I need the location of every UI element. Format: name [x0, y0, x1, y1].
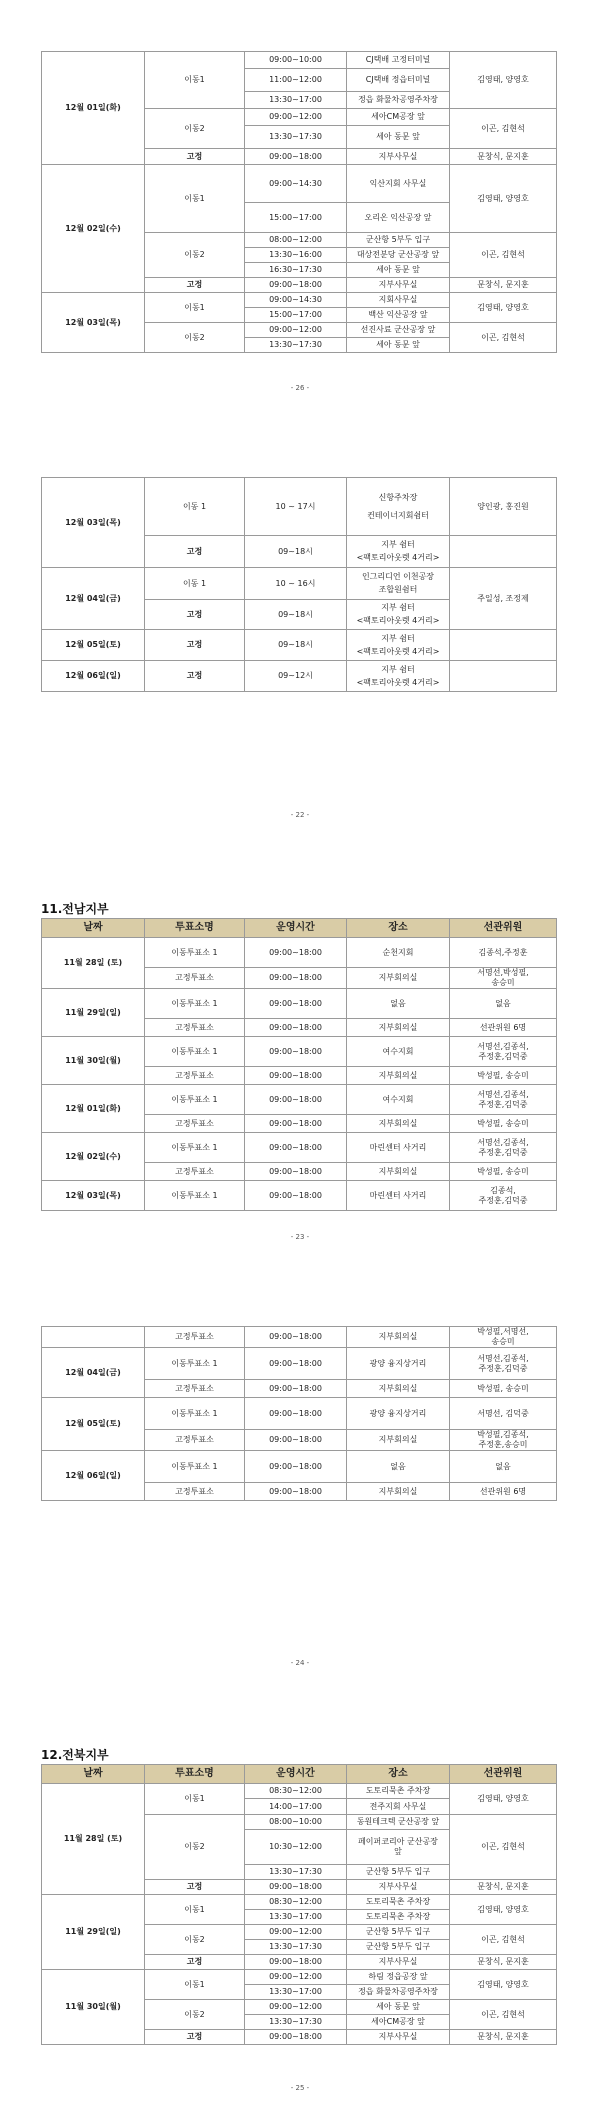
station-cell: 이동1	[145, 1970, 245, 2000]
place-cell: 여수지회	[347, 1085, 450, 1115]
place-cell: 도토리묵촌 주차장	[347, 1784, 450, 1799]
section-title-jeonnam: 11.전남지부	[41, 902, 109, 916]
place-cell: 여수지회	[347, 1037, 450, 1067]
schedule-table-jeonbuk-dec	[41, 51, 556, 353]
place-cell: 세아 동문 앞	[347, 338, 450, 353]
station-cell: 고정투표소	[145, 1380, 245, 1398]
place-cell: 세아CM공장 앞	[347, 109, 450, 126]
date-cell: 12월 03일(목)	[42, 1181, 145, 1211]
station-cell: 이동 1	[145, 568, 245, 600]
time-cell: 09:00~18:00	[245, 989, 347, 1019]
time-cell: 09:00~18:00	[245, 1430, 347, 1451]
station-cell: 고정투표소	[145, 1483, 245, 1501]
page-number: - 22 -	[290, 811, 310, 819]
place-cell: 순천지회	[347, 938, 450, 968]
schedule-table-dec-late	[41, 477, 556, 692]
header-time: 운영시간	[245, 1765, 347, 1784]
time-cell: 13:30~17:30	[245, 126, 347, 149]
place-line: 조합원쉼터	[378, 585, 418, 594]
place-cell	[347, 630, 450, 661]
place-line: <팩토리아웃렛 4거리>	[356, 616, 440, 625]
table-row	[42, 1327, 557, 1348]
place-cell: 군산항 5부두 입구	[347, 1925, 450, 1940]
table-row	[42, 989, 557, 1019]
header-place: 장소	[347, 1765, 450, 1784]
place-cell: 전주지회 사무실	[347, 1799, 450, 1815]
date-cell: 11월 28일 (토)	[42, 938, 145, 989]
time-cell: 09:00~18:00	[245, 1067, 347, 1085]
place-line: 지부 쉼터	[381, 540, 415, 549]
staff-cell: 서명선,김종석, 주정훈,김덕중	[450, 1037, 557, 1067]
place-cell: 광양 융지상거리	[347, 1348, 450, 1380]
place-cell: 마린센터 사거리	[347, 1133, 450, 1163]
schedule-table-jeonbuk-nov	[41, 1764, 556, 2045]
place-line: 신항주차장	[378, 492, 418, 502]
staff-cell: 문창식, 문지훈	[450, 278, 557, 293]
date-cell: 12월 03일(목)	[42, 478, 145, 568]
time-cell: 09:00~18:00	[245, 278, 347, 293]
place-line: <팩토리아웃렛 4거리>	[356, 553, 440, 562]
time-cell: 09:00~14:30	[245, 165, 347, 203]
station-cell: 고정	[145, 278, 245, 293]
station-cell: 이동 1	[145, 478, 245, 536]
staff-cell: 없음	[450, 1451, 557, 1483]
staff-cell: 김종석, 주정훈,김덕중	[450, 1181, 557, 1211]
place-cell: 정읍 화물차공영주차장	[347, 92, 450, 109]
header-place: 장소	[347, 919, 450, 938]
header-staff: 선관위원	[450, 1765, 557, 1784]
date-cell: 11월 29일(일)	[42, 1895, 145, 1970]
staff-cell: 주일성, 조정제	[450, 568, 557, 630]
staff-cell: 문창식, 문지훈	[450, 2030, 557, 2045]
time-cell: 15:00~17:00	[245, 308, 347, 323]
place-cell: 지부회의실	[347, 1380, 450, 1398]
station-cell: 이동2	[145, 1815, 245, 1880]
time-cell: 09:00~18:00	[245, 1451, 347, 1483]
date-cell: 12월 03일(목)	[42, 293, 145, 353]
time-cell: 09:00~18:00	[245, 1327, 347, 1348]
table-row	[42, 1348, 557, 1380]
place-cell: 지부회의실	[347, 1163, 450, 1181]
table-row	[42, 1398, 557, 1430]
time-cell: 09:00~14:30	[245, 293, 347, 308]
time-cell: 08:30~12:00	[245, 1895, 347, 1910]
time-cell: 09:00~18:00	[245, 1880, 347, 1895]
header-time: 운영시간	[245, 919, 347, 938]
date-cell: 12월 01일(화)	[42, 1085, 145, 1133]
place-cell: CJ택배 정읍터미널	[347, 69, 450, 92]
place-cell: 오리온 익산공장 앞	[347, 203, 450, 233]
time-cell: 09:00~18:00	[245, 1133, 347, 1163]
place-cell	[347, 478, 450, 536]
time-cell: 09:00~18:00	[245, 1348, 347, 1380]
station-cell: 고정투표소	[145, 1019, 245, 1037]
staff-cell: 박성필,김종석, 주정훈,송승미	[450, 1430, 557, 1451]
place-cell: 도토리묵촌 주차장	[347, 1895, 450, 1910]
place-cell: 세아CM공장 앞	[347, 2015, 450, 2030]
time-cell: 09:00~18:00	[245, 1181, 347, 1211]
staff-cell: 김영태, 양영호	[450, 293, 557, 323]
header-date: 날짜	[42, 919, 145, 938]
place-cell: 페이퍼코리아 군산공장 앞	[347, 1830, 450, 1865]
station-cell: 고정투표소	[145, 968, 245, 989]
time-cell: 09:00~12:00	[245, 1970, 347, 1985]
place-cell: 지부사무실	[347, 2030, 450, 2045]
time-cell: 13:30~17:00	[245, 92, 347, 109]
table-row	[42, 938, 557, 968]
date-cell: 12월 04일(금)	[42, 568, 145, 630]
place-cell: 동원테크텍 군산공장 앞	[347, 1815, 450, 1830]
station-cell: 이동1	[145, 1895, 245, 1925]
place-cell: 지회사무실	[347, 293, 450, 308]
header-staff: 선관위원	[450, 919, 557, 938]
date-cell: 12월 05일(토)	[42, 1398, 145, 1451]
time-cell: 09~18시	[245, 600, 347, 630]
time-cell: 09:00~18:00	[245, 1380, 347, 1398]
station-cell: 고정	[145, 661, 245, 692]
time-cell: 09:00~18:00	[245, 1163, 347, 1181]
place-cell	[347, 661, 450, 692]
place-cell: 익산지회 사무실	[347, 165, 450, 203]
time-cell: 13:30~17:30	[245, 2015, 347, 2030]
time-cell: 09:00~18:00	[245, 1019, 347, 1037]
place-cell: 지부회의실	[347, 1327, 450, 1348]
table-row	[42, 1133, 557, 1163]
place-cell: 군산항 5부두 입구	[347, 1940, 450, 1955]
place-line: 지부 쉼터	[381, 664, 415, 674]
time-cell: 09:00~12:00	[245, 1925, 347, 1940]
station-cell: 고정	[145, 2030, 245, 2045]
staff-cell: 선관위원 6명	[450, 1019, 557, 1037]
date-cell: 12월 02일(수)	[42, 1133, 145, 1181]
station-cell: 이동투표소 1	[145, 1398, 245, 1430]
staff-cell: 서명선,김종석, 주정훈,김덕중	[450, 1133, 557, 1163]
place-cell: 지부회의실	[347, 1430, 450, 1451]
time-cell: 10 ~ 16시	[245, 568, 347, 600]
date-cell	[42, 1327, 145, 1348]
time-cell: 08:00~12:00	[245, 233, 347, 248]
time-cell: 10 ~ 17시	[245, 478, 347, 536]
staff-cell: 김영태, 양영호	[450, 1970, 557, 2000]
place-cell: 지부사무실	[347, 1955, 450, 1970]
station-cell: 고정투표소	[145, 1115, 245, 1133]
place-cell: 지부회의실	[347, 1067, 450, 1085]
time-cell: 11:00~12:00	[245, 69, 347, 92]
time-cell: 13:30~17:30	[245, 338, 347, 353]
place-line: 컨테이너지회쉼터	[367, 510, 429, 520]
staff-cell: 박성필, 송승미	[450, 1163, 557, 1181]
place-cell: 마린센터 사거리	[347, 1181, 450, 1211]
time-cell: 09:00~18:00	[245, 2030, 347, 2045]
date-cell: 12월 06일(일)	[42, 661, 145, 692]
staff-cell: 서명선, 김덕중	[450, 1398, 557, 1430]
place-cell: 세아 동문 앞	[347, 263, 450, 278]
staff-cell: 없음	[450, 989, 557, 1019]
time-cell: 13:30~17:00	[245, 1985, 347, 2000]
table-row	[42, 1181, 557, 1211]
time-cell: 09:00~10:00	[245, 52, 347, 69]
place-cell: 군산항 5부두 입구	[347, 233, 450, 248]
date-cell: 11월 30일(월)	[42, 1037, 145, 1085]
staff-cell: 문창식, 문지훈	[450, 1880, 557, 1895]
date-cell: 12월 04일(금)	[42, 1348, 145, 1398]
date-cell: 11월 29일(일)	[42, 989, 145, 1037]
time-cell: 09:00~18:00	[245, 1037, 347, 1067]
staff-cell: 문창식, 문지훈	[450, 149, 557, 165]
staff-cell: 서명선,김종석, 주정훈,김덕중	[450, 1348, 557, 1380]
staff-cell: 김영태, 양영호	[450, 52, 557, 109]
station-cell: 이동투표소 1	[145, 1348, 245, 1380]
place-cell	[347, 568, 450, 600]
station-cell: 고정투표소	[145, 1067, 245, 1085]
station-cell: 고정	[145, 1955, 245, 1970]
place-line: <팩토리아웃렛 4거리>	[356, 677, 440, 687]
station-cell: 이동1	[145, 165, 245, 233]
time-cell: 09:00~18:00	[245, 1483, 347, 1501]
place-cell: 광양 융지상거리	[347, 1398, 450, 1430]
time-cell: 14:00~17:00	[245, 1799, 347, 1815]
place-cell: 정읍 화물차공영주차장	[347, 1985, 450, 2000]
station-cell: 이동투표소 1	[145, 1037, 245, 1067]
station-cell: 이동투표소 1	[145, 1451, 245, 1483]
date-cell: 11월 30일(월)	[42, 1970, 145, 2045]
page-number: - 24 -	[290, 1659, 310, 1667]
staff-cell: 박성필, 송승미	[450, 1380, 557, 1398]
date-cell: 11월 28일 (토)	[42, 1784, 145, 1895]
place-line: 지부 쉼터	[381, 633, 415, 643]
place-cell: 지부회의실	[347, 1483, 450, 1501]
time-cell: 13:30~17:30	[245, 1865, 347, 1880]
place-cell: 백산 익산공장 앞	[347, 308, 450, 323]
time-cell: 13:30~16:00	[245, 248, 347, 263]
time-cell: 09:00~18:00	[245, 938, 347, 968]
time-cell: 10:30~12:00	[245, 1830, 347, 1865]
station-cell: 고정	[145, 600, 245, 630]
place-cell: 하림 정읍공장 앞	[347, 1970, 450, 1985]
station-cell: 이동1	[145, 52, 245, 109]
staff-cell: 박성필, 송승미	[450, 1067, 557, 1085]
staff-cell	[450, 630, 557, 661]
station-cell: 이동2	[145, 2000, 245, 2030]
staff-cell: 김영태, 양영호	[450, 1895, 557, 1925]
staff-cell: 이곤, 김현석	[450, 109, 557, 149]
staff-cell: 서명선,박성필, 송승미	[450, 968, 557, 989]
station-cell: 이동1	[145, 293, 245, 323]
time-cell: 09~18시	[245, 536, 347, 568]
time-cell: 09:00~18:00	[245, 149, 347, 165]
time-cell: 09:00~12:00	[245, 2000, 347, 2015]
station-cell: 고정	[145, 630, 245, 661]
station-cell: 이동2	[145, 109, 245, 149]
place-cell	[347, 536, 450, 568]
place-cell: 지부사무실	[347, 149, 450, 165]
place-cell: 지부사무실	[347, 278, 450, 293]
station-cell: 이동2	[145, 1925, 245, 1955]
staff-cell: 박성필,서명선, 송승미	[450, 1327, 557, 1348]
place-cell: 대상전분당 군산공장 앞	[347, 248, 450, 263]
staff-cell: 이곤, 김현석	[450, 1815, 557, 1880]
time-cell: 13:30~17:00	[245, 1910, 347, 1925]
header-date: 날짜	[42, 1765, 145, 1784]
page-number: - 26 -	[290, 384, 310, 392]
place-cell: 없음	[347, 989, 450, 1019]
station-cell: 이동투표소 1	[145, 1085, 245, 1115]
time-cell: 09~18시	[245, 630, 347, 661]
staff-cell: 이곤, 김현석	[450, 1925, 557, 1955]
station-cell: 이동투표소 1	[145, 1181, 245, 1211]
time-cell: 09:00~18:00	[245, 1955, 347, 1970]
table-row	[42, 1451, 557, 1483]
staff-cell	[450, 536, 557, 568]
date-cell: 12월 06일(일)	[42, 1451, 145, 1501]
place-line: 지부 쉼터	[381, 603, 415, 612]
time-cell: 09:00~12:00	[245, 323, 347, 338]
schedule-table-jeonnam-cont	[41, 1326, 556, 1501]
staff-cell: 이곤, 김현석	[450, 233, 557, 278]
header-station: 투표소명	[145, 1765, 245, 1784]
station-cell: 고정	[145, 1880, 245, 1895]
section-title-jeonbuk: 12.전북지부	[41, 1748, 109, 1762]
time-cell: 15:00~17:00	[245, 203, 347, 233]
place-cell: 세아 동문 앞	[347, 126, 450, 149]
page-number: - 23 -	[290, 1233, 310, 1241]
time-cell: 09~12시	[245, 661, 347, 692]
staff-cell: 박성필, 송승미	[450, 1115, 557, 1133]
station-cell: 고정투표소	[145, 1430, 245, 1451]
table-row	[42, 1037, 557, 1067]
table-row	[42, 1085, 557, 1115]
place-line: <팩토리아웃렛 4거리>	[356, 646, 440, 656]
schedule-table-jeonnam	[41, 918, 556, 1211]
station-cell: 이동2	[145, 323, 245, 353]
place-cell: 지부회의실	[347, 1115, 450, 1133]
station-cell: 고정	[145, 149, 245, 165]
station-cell: 이동투표소 1	[145, 938, 245, 968]
station-cell: 이동투표소 1	[145, 989, 245, 1019]
staff-cell: 선관위원 6명	[450, 1483, 557, 1501]
station-cell: 고정	[145, 536, 245, 568]
time-cell: 09:00~18:00	[245, 1085, 347, 1115]
date-cell: 12월 02일(수)	[42, 165, 145, 293]
staff-cell: 문창식, 문지훈	[450, 1955, 557, 1970]
place-line: 인그리디언 이천공장	[361, 572, 435, 581]
time-cell: 09:00~18:00	[245, 1115, 347, 1133]
header-station: 투표소명	[145, 919, 245, 938]
staff-cell: 김종석,주정훈	[450, 938, 557, 968]
station-cell: 이동1	[145, 1784, 245, 1815]
staff-cell	[450, 661, 557, 692]
staff-cell: 김영태, 양영호	[450, 1784, 557, 1815]
place-cell: 선진사료 군산공장 앞	[347, 323, 450, 338]
time-cell: 13:30~17:30	[245, 1940, 347, 1955]
staff-cell: 김영태, 양영호	[450, 165, 557, 233]
time-cell: 16:30~17:30	[245, 263, 347, 278]
station-cell: 고정투표소	[145, 1327, 245, 1348]
staff-cell: 양인광, 홍진원	[450, 478, 557, 536]
time-cell: 09:00~18:00	[245, 1398, 347, 1430]
time-cell: 08:30~12:00	[245, 1784, 347, 1799]
date-cell: 12월 01일(화)	[42, 52, 145, 165]
place-cell	[347, 600, 450, 630]
page-number: - 25 -	[290, 2084, 310, 2092]
time-cell: 09:00~18:00	[245, 968, 347, 989]
station-cell: 이동2	[145, 233, 245, 278]
place-cell: 도토리묵촌 주차장	[347, 1910, 450, 1925]
station-cell: 고정투표소	[145, 1163, 245, 1181]
time-cell: 08:00~10:00	[245, 1815, 347, 1830]
place-cell: 지부회의실	[347, 968, 450, 989]
station-cell: 이동투표소 1	[145, 1133, 245, 1163]
place-cell: 지부사무실	[347, 1880, 450, 1895]
staff-cell: 이곤, 김현석	[450, 323, 557, 353]
staff-cell: 서명선,김종석, 주정훈,김덕중	[450, 1085, 557, 1115]
place-cell: 군산항 5부두 입구	[347, 1865, 450, 1880]
place-cell: 없음	[347, 1451, 450, 1483]
time-cell: 09:00~12:00	[245, 109, 347, 126]
date-cell: 12월 05일(토)	[42, 630, 145, 661]
place-cell: 세아 동문 앞	[347, 2000, 450, 2015]
place-cell: 지부회의실	[347, 1019, 450, 1037]
staff-cell: 이곤, 김현석	[450, 2000, 557, 2030]
place-cell: CJ택배 고정터미널	[347, 52, 450, 69]
